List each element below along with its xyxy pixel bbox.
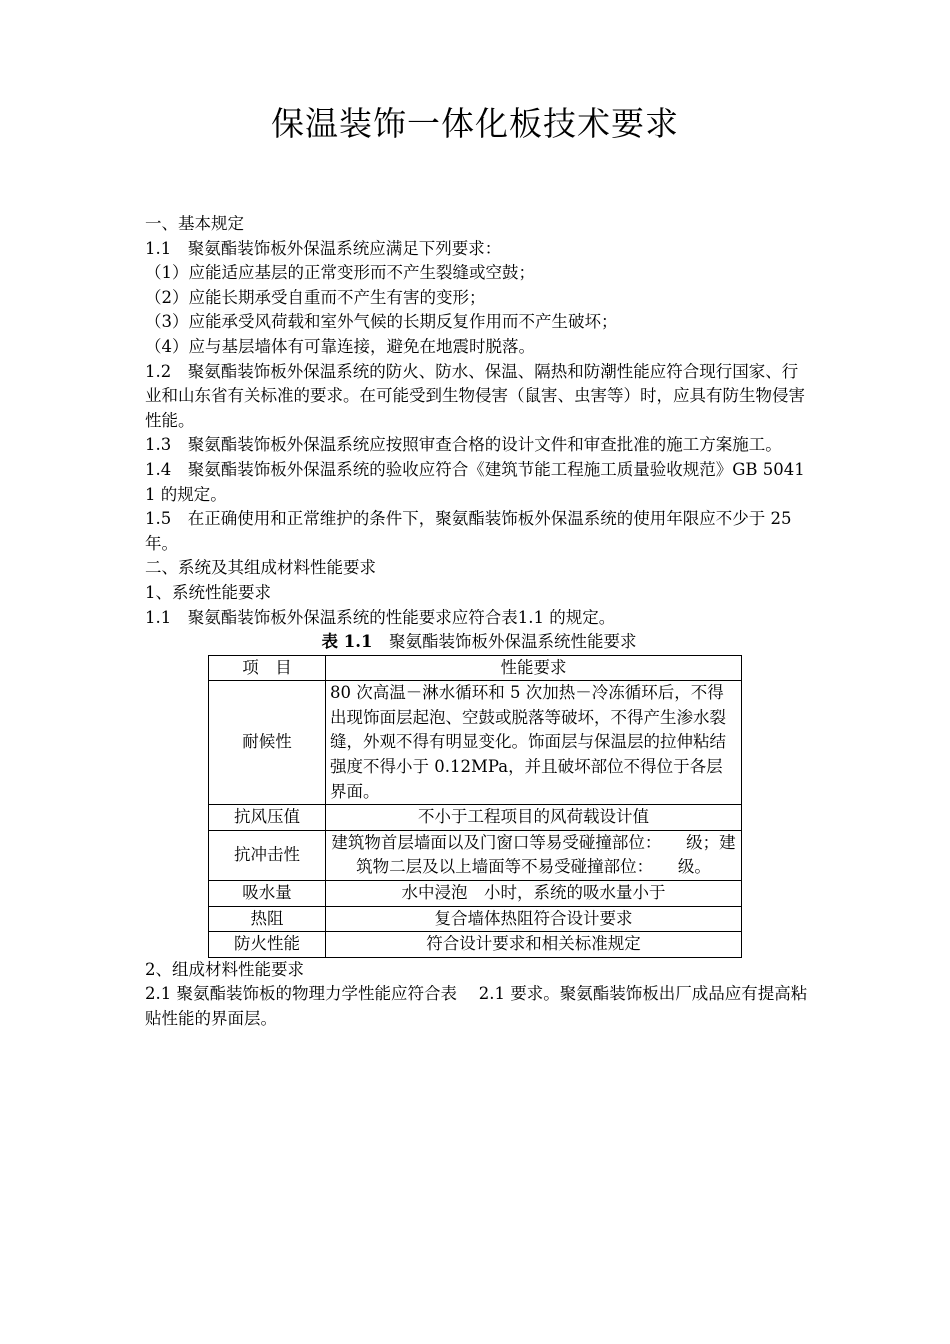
- clause-1-1: 1.1 聚氨酯装饰板外保温系统应满足下列要求：: [145, 238, 502, 258]
- table-row: [209, 906, 742, 932]
- table-caption: [145, 630, 813, 655]
- table-row: [209, 932, 742, 958]
- clause-1-1-item: （3）应能承受风荷载和室外气候的长期反复作用而不产生破坏；: [145, 312, 618, 332]
- table-cell-requirement: 不小于工程项目的风荷载设计值: [326, 805, 742, 831]
- table-header-item: 项 目: [209, 655, 326, 681]
- clause-2-1-1: 1.1 聚氨酯装饰板外保温系统的性能要求应符合表1.1 的规定。: [145, 607, 616, 627]
- table-row: [209, 805, 742, 831]
- clause-1-2: 1.2 聚氨酯装饰板外保温系统的防火、防水、保温、隔热和防潮性能应符合现行国家、行业和山东省有关标准的要求。在可能受到生物侵害（鼠害、虫害等）时，应具有防生物侵害性能。: [145, 361, 805, 430]
- table-caption-label: 表 1.1: [321, 632, 373, 652]
- section-heading-materials: 二、系统及其组成材料性能要求: [145, 558, 376, 578]
- section-heading-basic-rules: 一、基本规定: [145, 214, 244, 233]
- performance-table: [208, 655, 742, 958]
- table-cell-requirement: 建筑物首层墙面以及门窗口等易受碰撞部位： 级；建筑物二层及以上墙面等不易受碰撞部位： 级。: [326, 830, 742, 880]
- table-cell-requirement: 80 次高温－淋水循环和 5 次加热－冷冻循环后，不得出现饰面层起泡、空鼓或脱落等破坏，不得产生渗水裂缝，外观不得有明显变化。饰面层与保温层的拉伸粘结强度不得小于 0.12MPa，并且破坏部位不得位于各层界面。: [326, 681, 742, 805]
- table-cell-requirement: 复合墙体热阻符合设计要求: [326, 906, 742, 932]
- table-row: [209, 881, 742, 907]
- clause-1-5: 1.5 在正确使用和正常维护的条件下，聚氨酯装饰板外保温系统的使用年限应不少于 25 年。: [145, 509, 792, 553]
- table-header-requirement: 性能要求: [326, 655, 742, 681]
- clause-1-3: 1.3 聚氨酯装饰板外保温系统应按照审查合格的设计文件和审查批准的施工方案施工。: [145, 435, 782, 455]
- table-caption-text: 聚氨酯装饰板外保温系统性能要求: [372, 632, 637, 652]
- table-cell-item: 防火性能: [209, 932, 326, 958]
- table-cell-item: 吸水量: [209, 881, 326, 907]
- document-body: [145, 212, 813, 1032]
- table-cell-requirement: 水中浸泡 小时，系统的吸水量小于: [326, 881, 742, 907]
- clause-2-2-1: 2.1 聚氨酯装饰板的物理力学性能应符合表 2.1 要求。聚氨酯装饰板出厂成品应有提高粘贴性能的界面层。: [145, 984, 808, 1028]
- table-row: [209, 830, 742, 880]
- table-cell-requirement: 符合设计要求和相关标准规定: [326, 932, 742, 958]
- subsection-heading-materials: 2、组成材料性能要求: [145, 959, 304, 979]
- clause-1-1-item: （4）应与基层墙体有可靠连接，避免在地震时脱落。: [145, 336, 535, 356]
- table-header-row: [209, 655, 742, 681]
- table-cell-item: 抗风压值: [209, 805, 326, 831]
- clause-1-1-item: （2）应能长期承受自重而不产生有害的变形；: [145, 287, 486, 307]
- document-title: 保温装饰一体化板技术要求: [271, 104, 679, 143]
- table-row: [209, 681, 742, 805]
- table-cell-item: 抗冲击性: [209, 830, 326, 880]
- clause-1-4: 1.4 聚氨酯装饰板外保温系统的验收应符合《建筑节能工程施工质量验收规范》GB 50411 的规定。: [145, 459, 805, 504]
- table-cell-item: 热阻: [209, 906, 326, 932]
- table-cell-item: 耐候性: [209, 681, 326, 805]
- subsection-heading-system: 1、系统性能要求: [145, 582, 271, 602]
- clause-1-1-item: （1）应能适应基层的正常变形而不产生裂缝或空鼓；: [145, 263, 535, 283]
